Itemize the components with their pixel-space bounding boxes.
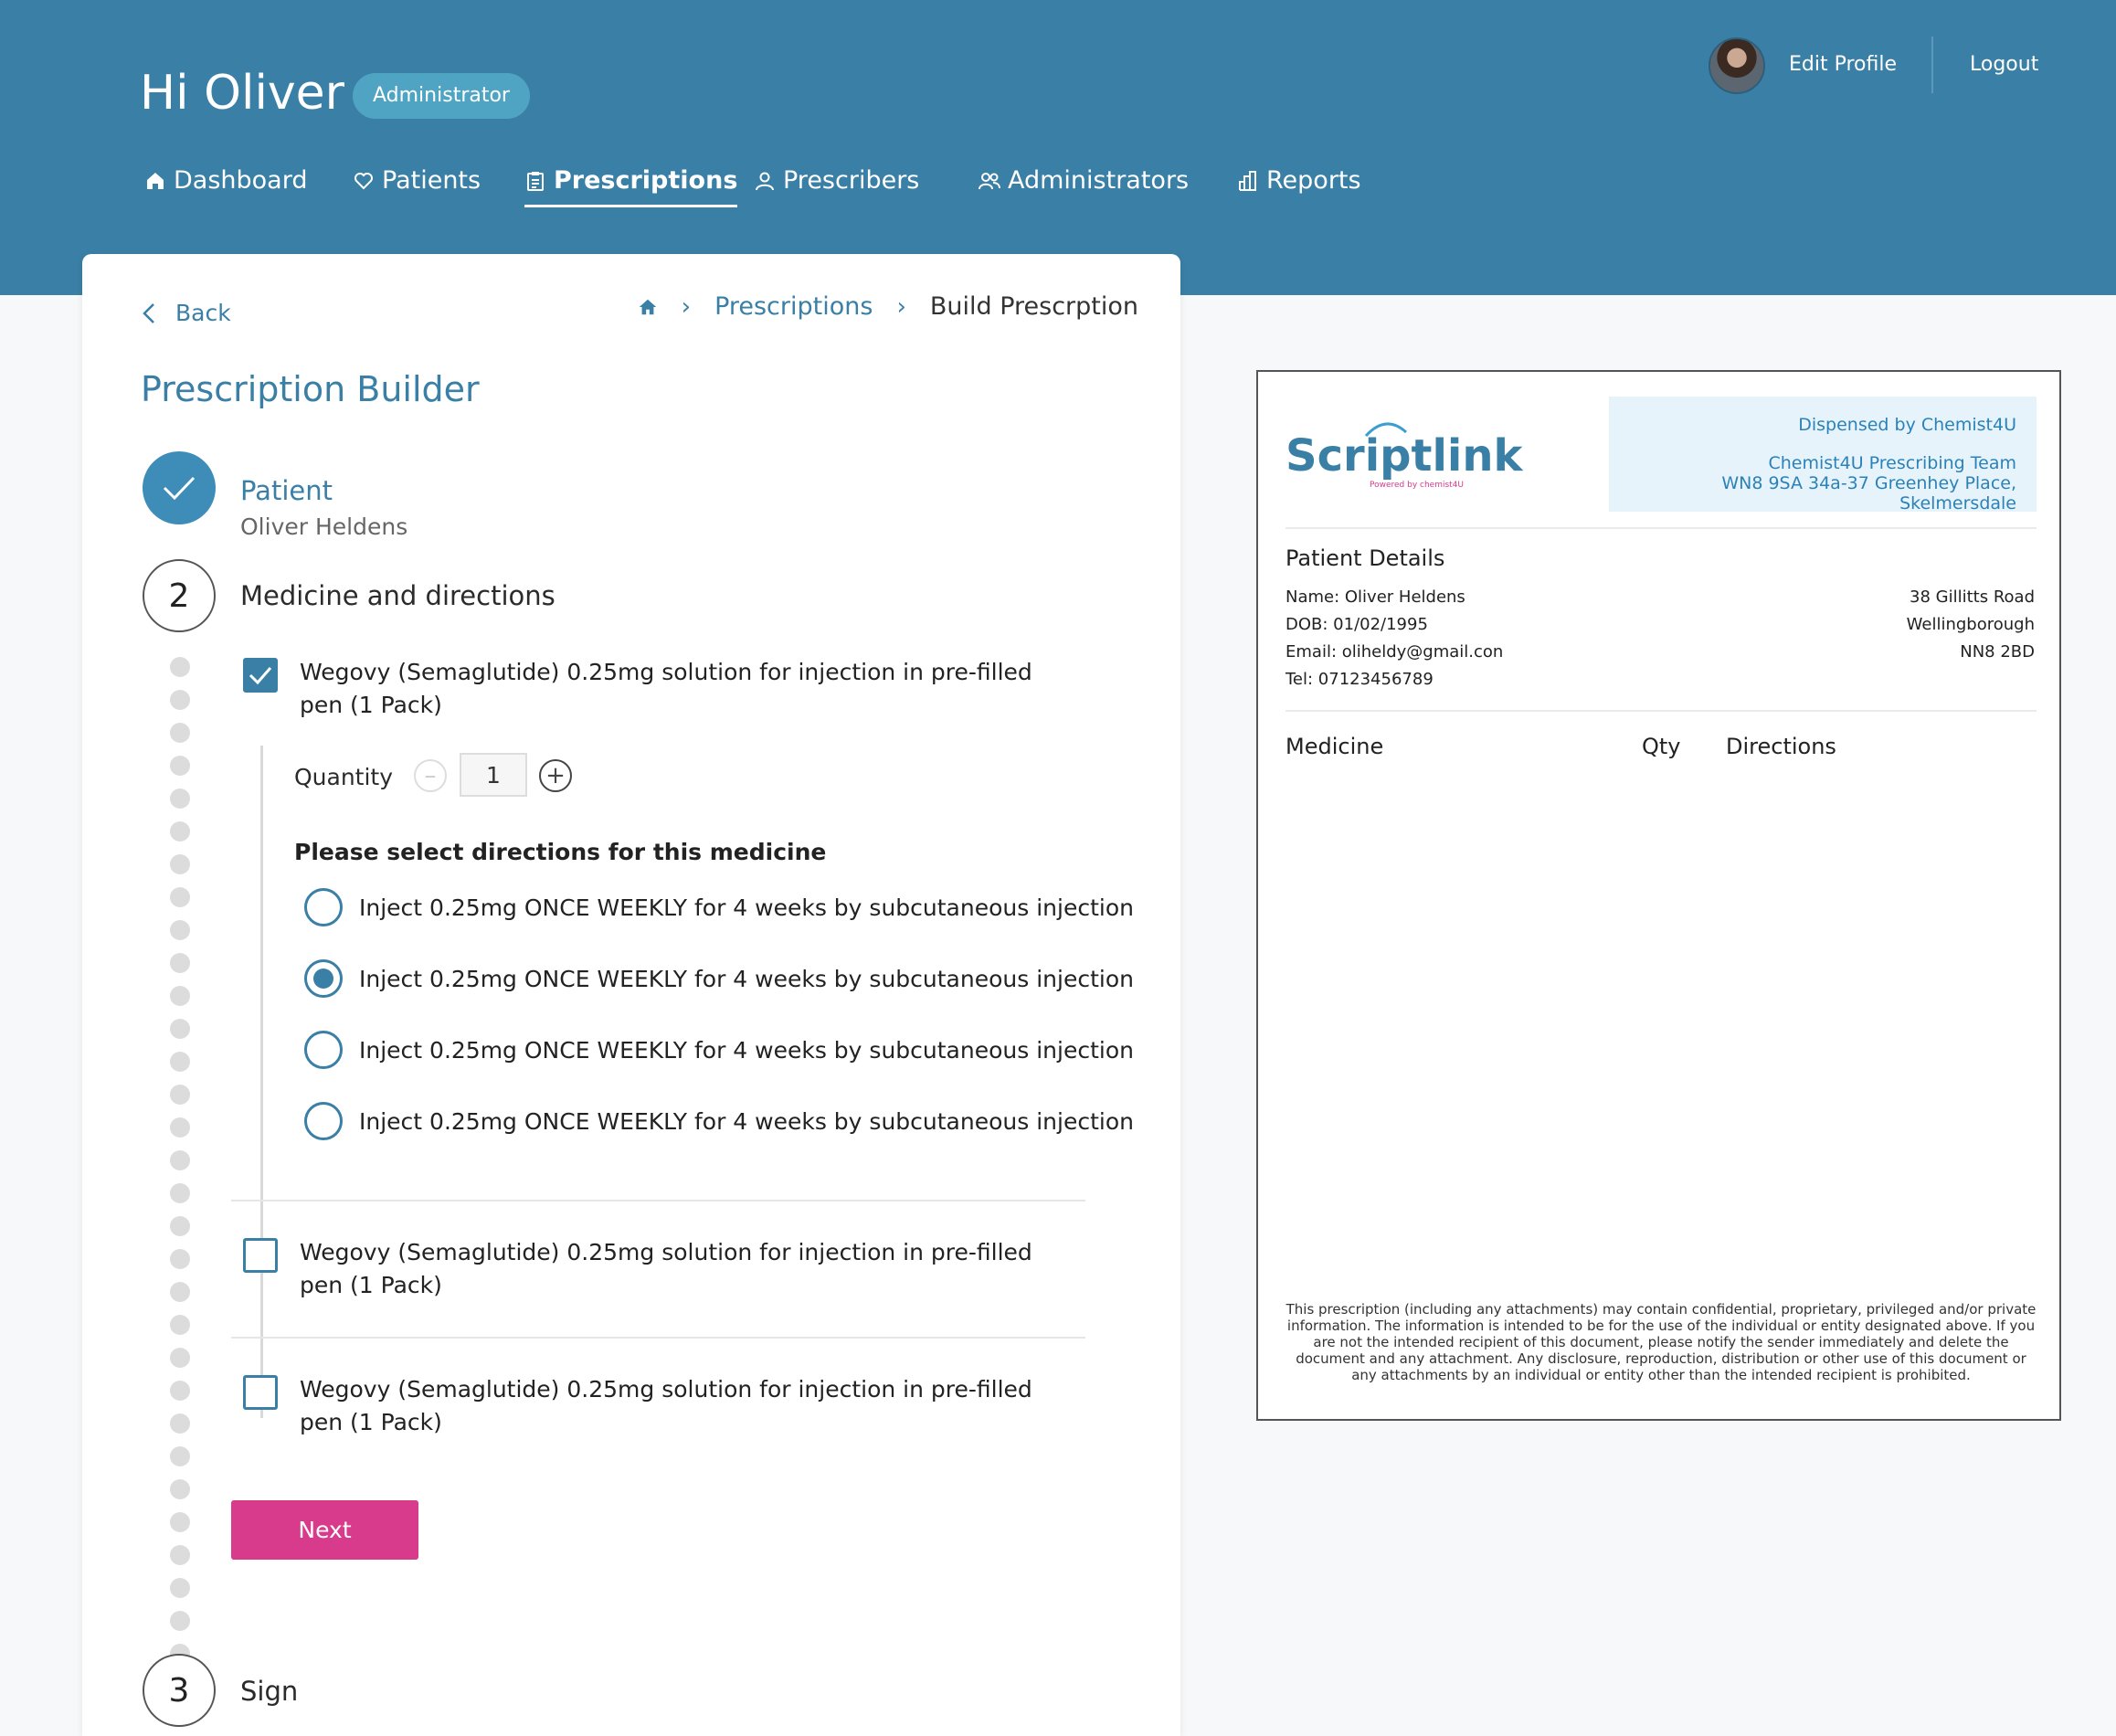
check-icon: [162, 474, 196, 502]
step-1-title: Patient: [240, 475, 333, 506]
header-divider: [1931, 37, 1933, 93]
nav-item-patients[interactable]: [353, 166, 481, 195]
progress-dot: [170, 690, 190, 710]
medicine-checkbox[interactable]: [243, 658, 278, 693]
step-1-complete-indicator: [143, 451, 216, 524]
direction-option[interactable]: [304, 888, 1134, 926]
direction-radio[interactable]: [304, 1102, 343, 1140]
patient-dob: DOB: 01/02/1995: [1285, 615, 1428, 634]
next-button[interactable]: Next: [231, 1500, 418, 1560]
back-label: Back: [175, 300, 231, 326]
top-header: [0, 0, 2116, 295]
step-3-indicator: 3: [143, 1654, 216, 1727]
progress-dot: [170, 1117, 190, 1138]
progress-dot: [170, 723, 190, 743]
address-line: 38 Gillitts Road: [1910, 587, 2035, 607]
medicine-item: [243, 656, 1076, 722]
step-progress-dots: [170, 657, 190, 1677]
step-1-subtitle: Oliver Heldens: [240, 513, 408, 540]
edit-profile-link[interactable]: Edit Profile: [1789, 53, 1898, 76]
progress-dot: [170, 1216, 190, 1236]
step-3-title: Sign: [240, 1676, 299, 1707]
nav-item-label: Reports: [1266, 166, 1361, 195]
chevron-left-icon: [143, 302, 155, 324]
users-icon: [979, 170, 1000, 192]
nav-item-administrators[interactable]: [979, 166, 1189, 195]
quantity-label: Quantity: [294, 764, 394, 790]
nav-item-prescribers[interactable]: [754, 166, 919, 195]
patient-name: Name: Oliver Heldens: [1285, 587, 1465, 607]
breadcrumb-prescriptions[interactable]: Prescriptions: [714, 292, 873, 321]
nav-item-label: Administrators: [1008, 166, 1190, 195]
progress-dot: [170, 1578, 190, 1598]
progress-dot: [170, 986, 190, 1006]
direction-label: Inject 0.25mg ONCE WEEKLY for 4 weeks by subcutaneous injection: [359, 965, 1134, 992]
direction-label: Inject 0.25mg ONCE WEEKLY for 4 weeks by subcutaneous injection: [359, 1107, 1134, 1135]
medicine-checkbox[interactable]: [243, 1375, 278, 1410]
chevron-right-icon: ›: [681, 292, 692, 321]
scriptlink-logo: [1285, 418, 1523, 491]
progress-dot: [170, 854, 190, 874]
direction-label: Inject 0.25mg ONCE WEEKLY for 4 weeks by subcutaneous injection: [359, 1036, 1134, 1064]
progress-dot: [170, 1611, 190, 1631]
progress-dot: [170, 1315, 190, 1335]
medicine-item: [243, 1373, 1076, 1439]
radio-dot: [313, 969, 333, 989]
address-line: Wellingborough: [1906, 615, 2035, 634]
prescription-builder-card: [82, 254, 1180, 1736]
progress-dot: [170, 821, 190, 842]
medicine-name: Wegovy (Semaglutide) 0.25mg solution for injection in pre-filled pen (1 Pack): [300, 1239, 1032, 1298]
patient-tel: Tel: 07123456789: [1285, 670, 1434, 689]
quantity-increment-button[interactable]: +: [539, 759, 572, 792]
prescription-preview: [1256, 370, 2061, 1421]
nav-item-reports[interactable]: [1237, 166, 1361, 195]
bar-chart-icon: [1237, 170, 1259, 192]
divider: [231, 1200, 1085, 1201]
patient-address: [1907, 584, 2035, 666]
role-badge: Administrator: [353, 73, 530, 119]
directions-column-header: Directions: [1726, 734, 1836, 759]
dispensed-by: Dispensed by Chemist4U: [1798, 415, 2016, 435]
nav-item-prescriptions[interactable]: [524, 166, 737, 195]
progress-dot: [170, 1183, 190, 1203]
progress-dot: [170, 1085, 190, 1105]
dispenser-info: [1609, 397, 2037, 512]
nav-item-label: Prescriptions: [554, 166, 738, 195]
progress-dot: [170, 1545, 190, 1565]
progress-dot: [170, 657, 190, 677]
directions-heading: Please select directions for this medicine: [294, 839, 827, 865]
back-button[interactable]: [143, 300, 231, 326]
progress-dot: [170, 1413, 190, 1434]
progress-dot: [170, 1282, 190, 1302]
progress-dot: [170, 1052, 190, 1072]
direction-option[interactable]: [304, 1102, 1134, 1140]
progress-dot: [170, 920, 190, 940]
progress-dot: [170, 1348, 190, 1368]
nav-item-dashboard[interactable]: [144, 166, 307, 195]
progress-dot: [170, 1150, 190, 1170]
logout-link[interactable]: Logout: [1970, 53, 2039, 76]
progress-dot: [170, 1249, 190, 1269]
quantity-decrement-button[interactable]: –: [414, 759, 447, 792]
progress-dot: [170, 1381, 190, 1401]
direction-radio[interactable]: [304, 1031, 343, 1069]
direction-option[interactable]: [304, 1031, 1134, 1069]
step-2-indicator: 2: [143, 559, 216, 632]
home-icon[interactable]: [638, 297, 658, 317]
qty-column-header: Qty: [1642, 734, 1681, 759]
check-icon: [249, 665, 272, 685]
progress-dot: [170, 789, 190, 809]
progress-dot: [170, 756, 190, 776]
breadcrumb: [638, 292, 1138, 321]
logo-text: Scriptlink: [1285, 430, 1523, 482]
medicine-column-header: Medicine: [1285, 734, 1384, 759]
progress-dot: [170, 1019, 190, 1039]
progress-dot: [170, 887, 190, 907]
medicine-name: Wegovy (Semaglutide) 0.25mg solution for injection in pre-filled pen (1 Pack): [300, 659, 1032, 718]
patient-details-heading: Patient Details: [1285, 545, 1445, 571]
page-title: Prescription Builder: [141, 369, 480, 409]
nav-item-label: Dashboard: [174, 166, 308, 195]
heart-icon: [353, 170, 375, 192]
logo-tagline: Powered by chemist4U: [1370, 481, 1465, 490]
address-line: NN8 2BD: [1960, 642, 2035, 662]
avatar[interactable]: [1709, 37, 1765, 94]
progress-dot: [170, 953, 190, 973]
progress-dot: [170, 1446, 190, 1466]
greeting: Hi Oliver: [140, 66, 345, 121]
chevron-right-icon: ›: [896, 292, 906, 321]
nav-item-label: Patients: [382, 166, 481, 195]
direction-option[interactable]: [304, 959, 1134, 998]
progress-dot: [170, 1479, 190, 1499]
confidentiality-disclaimer: This prescription (including any attachments) may contain confidential, proprietary, privileged and/or private information. The information is intended to be for the use of the individual or entity designated above. If you are not the intended recipient of this document, please notify the sender immediately and delete the document and any attachment. Any disclosure, reproduction, distribution or other use of this document or any attachments by an individual or entity other than the intended recipient is prohibited.: [1285, 1301, 2037, 1383]
clipboard-icon: [524, 170, 546, 192]
patient-email: Email: oliheldy@gmail.con: [1285, 642, 1504, 662]
dispenser-address: WN8 9SA 34a-37 Greenhey Place, Skelmersdale: [1721, 473, 2016, 513]
prescribing-team: Chemist4U Prescribing Team: [1768, 453, 2016, 473]
breadcrumb-current: Build Prescrption: [929, 292, 1138, 321]
divider: [1285, 527, 2037, 529]
step-2-title: Medicine and directions: [240, 580, 555, 611]
direction-label: Inject 0.25mg ONCE WEEKLY for 4 weeks by subcutaneous injection: [359, 894, 1134, 921]
medicine-name: Wegovy (Semaglutide) 0.25mg solution for injection in pre-filled pen (1 Pack): [300, 1376, 1032, 1435]
nav-item-label: Prescribers: [783, 166, 920, 195]
user-icon: [754, 170, 776, 192]
medicine-checkbox[interactable]: [243, 1238, 278, 1273]
quantity-input[interactable]: [460, 753, 527, 797]
progress-dot: [170, 1512, 190, 1532]
patient-details: [1285, 584, 1503, 693]
home-icon: [144, 170, 166, 192]
divider: [1285, 710, 2037, 712]
medicine-item: [243, 1236, 1076, 1302]
divider: [231, 1337, 1085, 1339]
direction-radio-selected[interactable]: [304, 959, 343, 998]
direction-radio[interactable]: [304, 888, 343, 926]
